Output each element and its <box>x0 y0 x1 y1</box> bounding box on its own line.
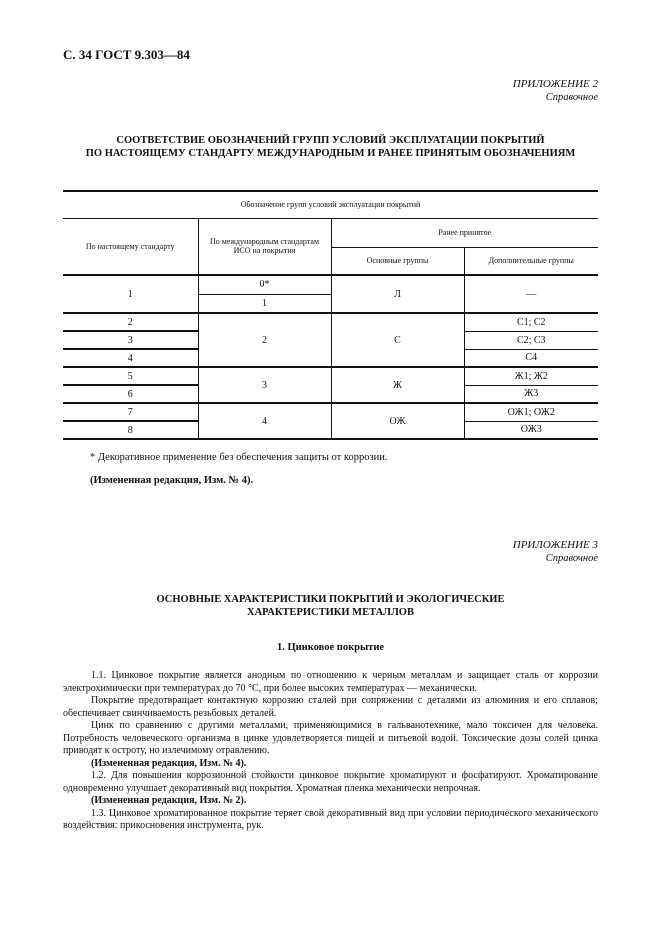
table-footnote: * Декоративное применение без обеспечения защиты от коррозии. <box>90 452 388 463</box>
table-cell-extra: Ж1; Ж2 <box>464 367 598 385</box>
appendix-3-title <box>60 593 601 619</box>
appendix-3-title-line2: ХАРАКТЕРИСТИКИ МЕТАЛЛОВ <box>247 607 414 618</box>
appendix-2-label-block <box>513 78 598 104</box>
table-row: 1 <box>63 275 198 313</box>
table-cell-main: Ж <box>331 367 464 403</box>
designation-table <box>63 190 598 440</box>
appendix-3-label: ПРИЛОЖЕНИЕ 3 <box>512 539 598 551</box>
table-row: 2 <box>63 313 198 331</box>
table-cell-extra: ОЖ1; ОЖ2 <box>464 403 598 421</box>
appendix-2-title-line1: СООТВЕТСТВИЕ ОБОЗНАЧЕНИЙ ГРУПП УСЛОВИЙ ЭКСПЛУАТАЦИИ ПОКРЫТИЙ <box>116 135 545 146</box>
appendix-3-label-block <box>513 539 598 565</box>
appendix-2-label: ПРИЛОЖЕНИЕ 2 <box>512 78 598 90</box>
col-header-prev: Ранее принятое <box>331 218 598 247</box>
table-cell-extra: С4 <box>464 349 598 367</box>
table-cell-extra: С1; С2 <box>464 313 598 331</box>
appendix-2-title <box>60 134 601 160</box>
page-header: С. 34 ГОСТ 9.303—84 <box>63 47 190 62</box>
table-cell-main: ОЖ <box>331 403 464 439</box>
table-cell-extra: — <box>464 275 598 313</box>
table-cell-iso: 0* <box>198 275 331 294</box>
appendix-2-title-line2: ПО НАСТОЯЩЕМУ СТАНДАРТУ МЕЖДУНАРОДНЫМ И РАНЕЕ ПРИНЯТЫМ ОБОЗНАЧЕНИЯМ <box>85 148 576 159</box>
table-row: 4 <box>63 349 198 367</box>
edit-note: (Измененная редакция, Изм. № 2). <box>91 795 247 806</box>
paragraph: Покрытие предотвращает контактную коррозию сталей при сопряжении с деталями из алюминия и его сплавов; обеспечивает свинчиваемость резьбовых деталей. <box>63 695 598 719</box>
table-row: 3 <box>63 331 198 349</box>
paragraph: 1.3. Цинковое хроматированное покрытие теряет свой декоративный вид при условии периодического механического воздействия: прикосновения инструмента, рук. <box>63 807 598 831</box>
col-header-iso: По международным стандартам ИСО на покрытия <box>198 218 331 275</box>
paragraph: 1.2. Для повышения коррозионной стойкости цинковое покрытие хроматируют и фосфатируют. Хроматирование одновременно улучшает декоративный вид покрытия. Хроматная пленка механически непрочная. <box>63 770 598 794</box>
table-cell-iso: 1 <box>198 294 331 313</box>
table-cell-iso: 4 <box>198 403 331 439</box>
section-heading: 1. Цинковое покрытие <box>276 642 385 653</box>
table-row: 8 <box>63 421 198 439</box>
table-cell-extra: Ж3 <box>464 385 598 403</box>
appendix-3-type: Справочное <box>545 553 598 564</box>
edit-note: (Измененная редакция, Изм. № 4). <box>91 757 247 769</box>
table-cell-extra: ОЖ3 <box>464 421 598 439</box>
col-header-current: По настоящему стандарту <box>63 218 198 275</box>
table-cell-main: Л <box>331 275 464 313</box>
paragraph: Цинк по сравнению с другими металлами, применяющимися в гальванотехнике, мало токсичен для человека. Потребность человеческого организма в цинке удовлетворяется пищей и питьевой водой. Токсические дозы солей цинка приводят к остроту, но излечимому отравлению. <box>63 720 598 756</box>
table-cell-extra: С2; С3 <box>464 331 598 349</box>
col-header-extra: Дополнительные группы <box>464 247 598 275</box>
table-cell-iso: 2 <box>198 313 331 367</box>
table-row: 5 <box>63 367 198 385</box>
appendix-3-title-line1: ОСНОВНЫЕ ХАРАКТЕРИСТИКИ ПОКРЫТИЙ И ЭКОЛОГИЧЕСКИЕ <box>156 594 505 605</box>
paragraph: 1.1. Цинковое покрытие является анодным по отношению к черным металлам и защищает сталь от коррозии электрохимически при температурах до 70 °С, при более высоких температурах — механически. <box>63 670 598 694</box>
appendix-2-type: Справочное <box>545 92 598 103</box>
table-cell-iso: 3 <box>198 367 331 403</box>
body-text <box>63 670 598 833</box>
col-header-main: Основные группы <box>331 247 464 275</box>
table-row: 6 <box>63 385 198 403</box>
appendix-2-edit-note: (Измененная редакция, Изм. № 4). <box>90 475 254 486</box>
table-row: 7 <box>63 403 198 421</box>
table-top-header: Обозначение групп условий эксплуатации покрытий <box>63 191 598 218</box>
table-cell-main: С <box>331 313 464 367</box>
